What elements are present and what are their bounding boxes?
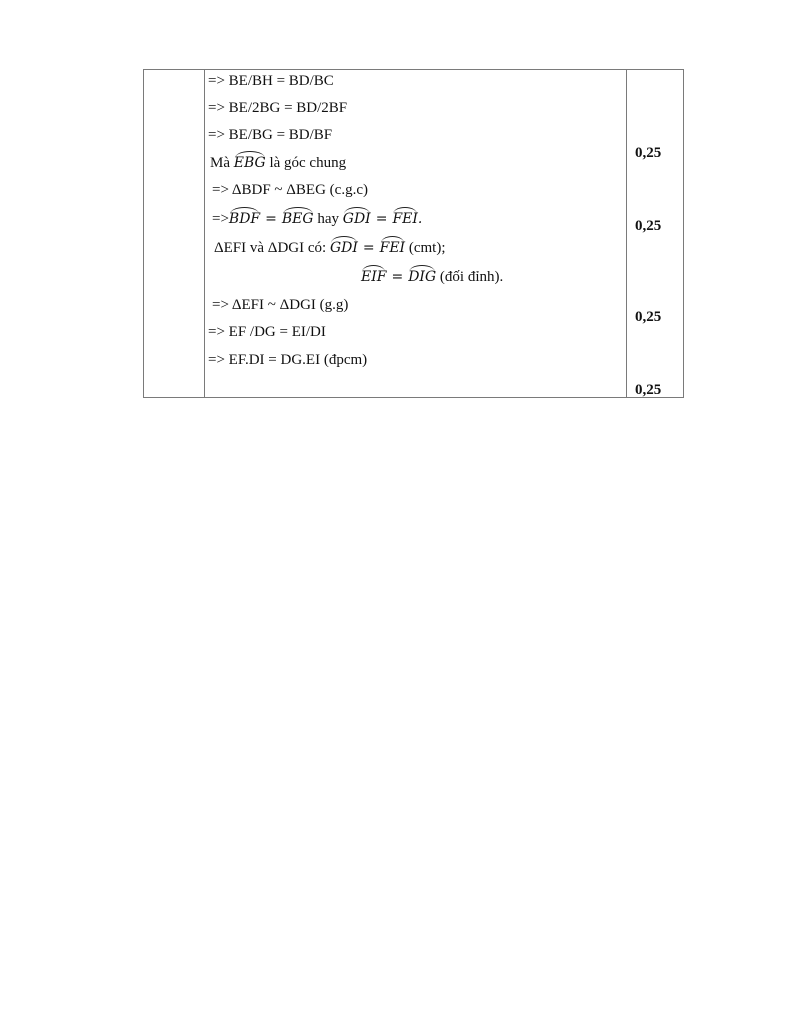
angle-eif: EIF bbox=[361, 269, 387, 285]
text-prefix: Mà bbox=[210, 155, 230, 171]
period: . bbox=[417, 211, 423, 227]
column-divider-right bbox=[626, 70, 627, 397]
column-divider-left bbox=[204, 70, 205, 397]
angle-beg: BEG bbox=[281, 211, 314, 227]
text-suffix: là góc chung bbox=[269, 155, 347, 171]
angle-fei: FEI bbox=[392, 211, 418, 227]
score-3: 0,25 bbox=[635, 309, 662, 325]
angle-fei: FEI bbox=[379, 240, 406, 256]
text-hay: hay bbox=[317, 211, 340, 227]
angle-gdi: GDI bbox=[329, 240, 358, 256]
proof-line-10: => EF /DG = EI/DI bbox=[208, 324, 326, 340]
text-suffix: (cmt); bbox=[408, 240, 446, 256]
equals-sign: = bbox=[265, 211, 277, 227]
proof-line-6 bbox=[212, 210, 422, 228]
proof-line-2: => BE/2BG = BD/2BF bbox=[208, 100, 348, 116]
proof-line-1: => BE/BH = BD/BC bbox=[208, 73, 334, 89]
score-4: 0,25 bbox=[635, 382, 662, 398]
proof-line-5: => ΔBDF ~ ΔBEG (c.g.c) bbox=[212, 182, 368, 198]
angle-bdf: BDF bbox=[228, 211, 261, 227]
angle-ebg: EBG bbox=[233, 155, 266, 171]
score-1: 0,25 bbox=[635, 145, 662, 161]
angle-gdi: GDI bbox=[342, 211, 371, 227]
grading-table bbox=[143, 69, 684, 398]
text-prefix: ΔEFI và ΔDGI có: bbox=[214, 240, 327, 256]
text-suffix: (đối đỉnh). bbox=[439, 269, 504, 285]
proof-line-3: => BE/BG = BD/BF bbox=[208, 127, 333, 143]
equals-sign: = bbox=[375, 211, 388, 227]
proof-line-8 bbox=[361, 268, 503, 286]
proof-line-11: => EF.DI = DG.EI (đpcm) bbox=[208, 352, 368, 368]
text-prefix: => bbox=[212, 211, 229, 227]
equals-sign: = bbox=[362, 240, 375, 256]
proof-line-7 bbox=[214, 239, 446, 257]
equals-sign: = bbox=[391, 269, 404, 285]
proof-line-9: => ΔEFI ~ ΔDGI (g.g) bbox=[212, 297, 349, 313]
angle-dig: DIG bbox=[408, 269, 437, 285]
proof-line-4 bbox=[210, 154, 346, 172]
score-2: 0,25 bbox=[635, 218, 662, 234]
